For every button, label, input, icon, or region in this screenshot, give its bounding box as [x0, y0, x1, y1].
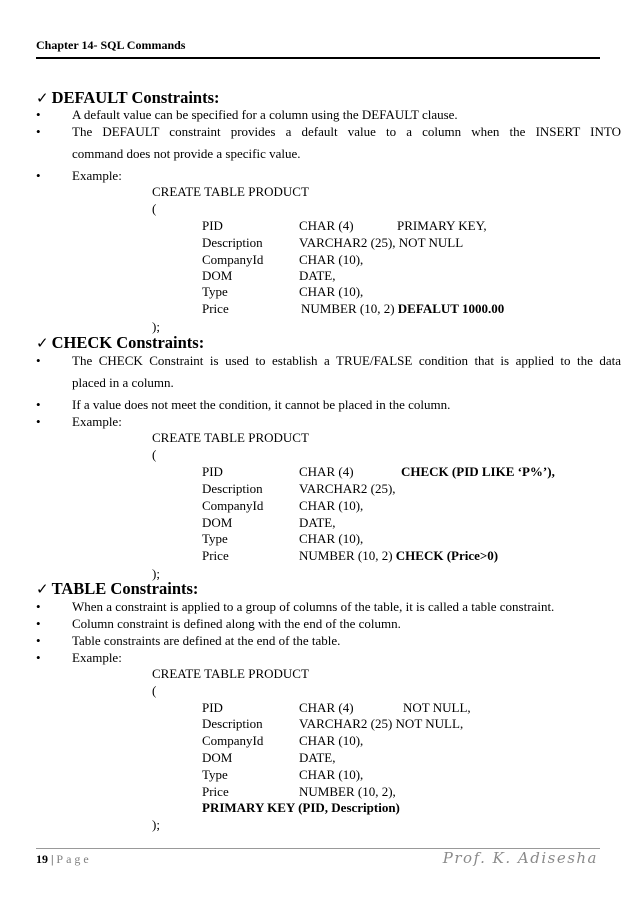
section-heading-check: ✓ CHECK Constraints: [36, 333, 205, 352]
bullet-icon: • [36, 599, 41, 614]
code-create-line: CREATE TABLE PRODUCT [152, 666, 309, 681]
section-heading-default: ✓ DEFAULT Constraints: [36, 88, 220, 107]
bullet-icon: • [36, 616, 41, 631]
code-open-paren: ( [152, 683, 157, 698]
code-create-line: CREATE TABLE PRODUCT [152, 430, 309, 445]
bullet-icon: • [36, 397, 41, 412]
bullet-icon: • [36, 124, 41, 139]
bullet-icon: • [36, 633, 41, 648]
section-heading-table: ✓ TABLE Constraints: [36, 579, 199, 598]
list-item-continuation: placed in a column. [72, 375, 174, 390]
checkmark-icon: ✓ [36, 334, 49, 352]
code-open-paren: ( [152, 447, 157, 462]
header-rule [36, 57, 600, 59]
code-close-paren: ); [152, 319, 160, 334]
page-number: 19 | Page [36, 852, 92, 866]
list-item-continuation: command does not provide a specific value. [72, 146, 301, 161]
checkmark-icon: ✓ [36, 89, 49, 107]
author-name: Prof. K. Adisesha [442, 849, 598, 867]
bullet-icon: • [36, 353, 41, 368]
bullet-icon: • [36, 650, 41, 665]
chapter-header: Chapter 14- SQL Commands [36, 38, 186, 52]
code-close-paren: ); [152, 817, 160, 832]
bullet-icon: • [36, 414, 41, 429]
bullet-icon: • [36, 168, 41, 183]
code-create-line: CREATE TABLE PRODUCT [152, 184, 309, 199]
checkmark-icon: ✓ [36, 580, 49, 598]
code-open-paren: ( [152, 201, 157, 216]
code-close-paren: ); [152, 566, 160, 581]
bullet-icon: • [36, 107, 41, 122]
